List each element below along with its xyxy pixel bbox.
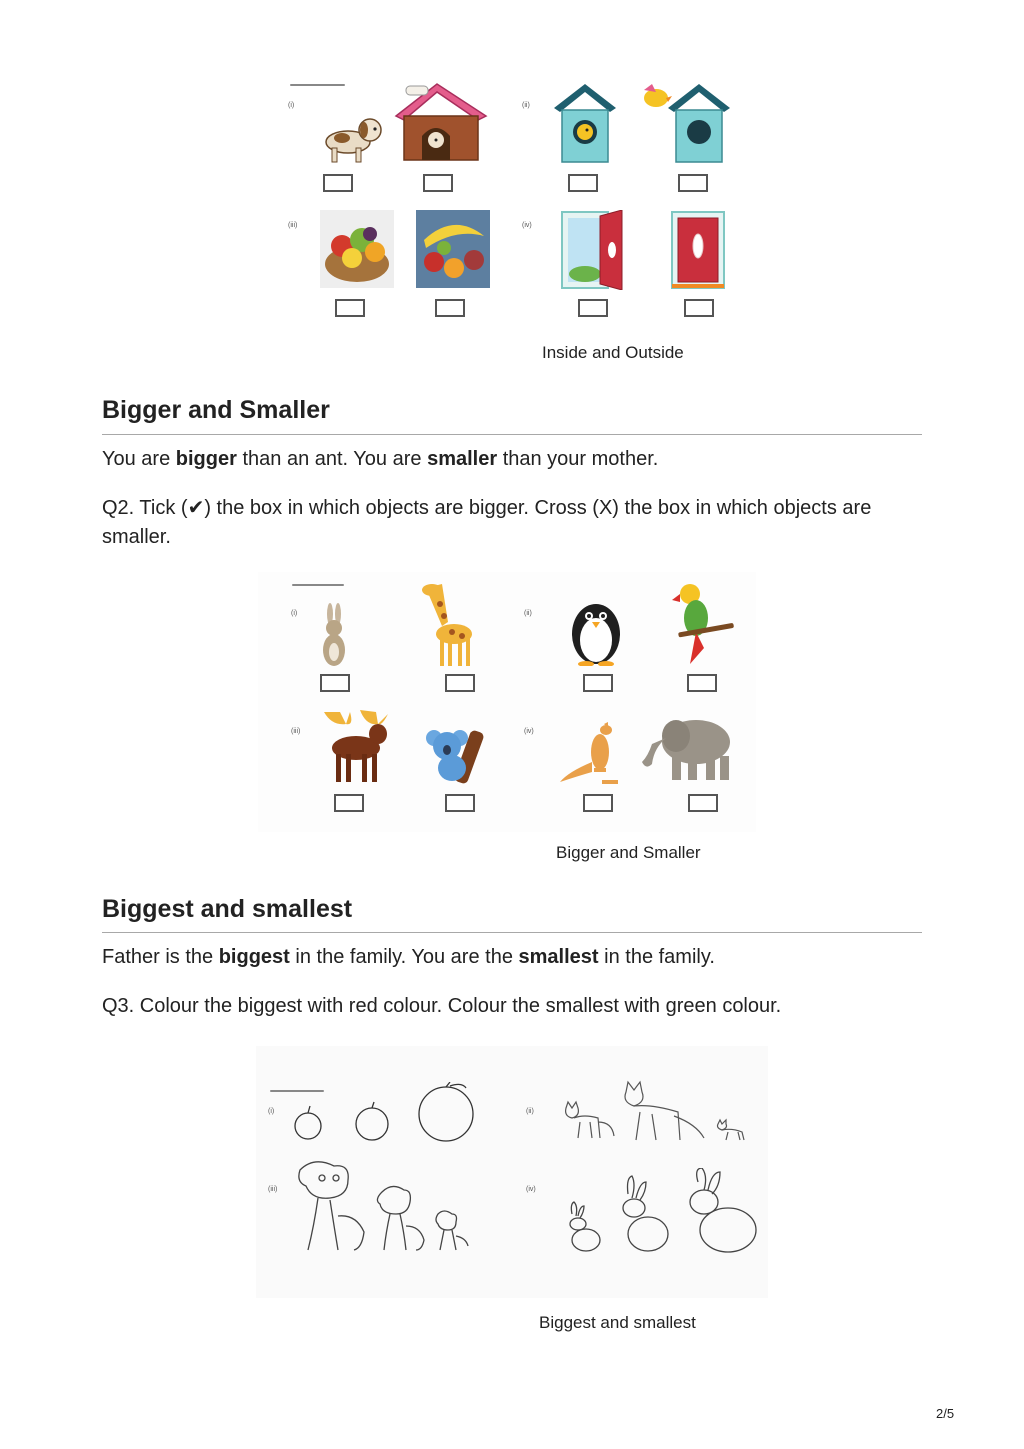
page-number: 2/5 [936, 1406, 955, 1421]
question-label: (iv) [526, 1186, 536, 1193]
figure-caption: Inside and Outside [542, 343, 684, 362]
answer-checkbox[interactable] [320, 674, 350, 692]
answer-checkbox[interactable] [445, 674, 475, 692]
bird-outside-birdhouse-illustration [638, 82, 734, 164]
answer-checkbox[interactable] [583, 794, 613, 812]
watermark [292, 584, 344, 586]
bird-inside-birdhouse-illustration [550, 82, 620, 164]
answer-checkbox[interactable] [445, 794, 475, 812]
answer-checkbox[interactable] [423, 174, 453, 192]
question-label: (iv) [524, 728, 534, 735]
question-label: (iii) [288, 222, 298, 229]
heading-divider [102, 932, 922, 933]
answer-checkbox[interactable] [578, 299, 608, 317]
question-paragraph: Q2. Tick (✔) the box in which objects are bigger. Cross (X) the box in which objects are smaller. [102, 497, 872, 548]
answer-checkbox[interactable] [688, 794, 718, 812]
answer-checkbox[interactable] [334, 794, 364, 812]
biggest-smallest-worksheet-image [256, 1046, 768, 1298]
answer-checkbox[interactable] [335, 299, 365, 317]
question-label: (iv) [522, 222, 532, 229]
question-label: (i) [288, 102, 295, 109]
parrot-illustration [664, 578, 736, 668]
answer-checkbox[interactable] [684, 299, 714, 317]
answer-checkbox[interactable] [323, 174, 353, 192]
rabbits-outline-drawing [562, 1168, 762, 1256]
figure-caption: Bigger and Smaller [556, 843, 701, 862]
figure-caption: Biggest and smallest [539, 1313, 696, 1332]
bigger-smaller-worksheet-image [258, 572, 756, 832]
answer-checkbox[interactable] [583, 674, 613, 692]
section-heading: Biggest and smallest [102, 895, 353, 923]
question-label: (ii) [524, 610, 532, 617]
closed-door-illustration [668, 210, 728, 290]
dogs-outline-drawing [294, 1156, 478, 1256]
fruits-outside-basket-photo [416, 210, 490, 288]
open-door-illustration [558, 210, 630, 290]
dog-outside-kennel-illustration [318, 108, 384, 164]
kangaroo-illustration [558, 722, 622, 786]
koala-illustration [424, 724, 488, 784]
answer-checkbox[interactable] [568, 174, 598, 192]
question-label: (i) [291, 610, 298, 617]
question-label: (i) [268, 1108, 275, 1115]
rabbit-illustration [318, 602, 352, 668]
giraffe-illustration [418, 582, 478, 668]
answer-checkbox[interactable] [687, 674, 717, 692]
inside-outside-worksheet-image [280, 78, 750, 328]
intro-paragraph: Father is the biggest in the family. You are the smallest in the family. [102, 946, 715, 968]
question-paragraph: Q3. Colour the biggest with red colour. Colour the smallest with green colour. [102, 995, 782, 1017]
question-label: (iii) [291, 728, 301, 735]
moose-illustration [320, 708, 396, 784]
dog-inside-kennel-illustration [382, 80, 492, 162]
elephant-illustration [642, 712, 738, 782]
watermark [290, 84, 345, 86]
question-label: (ii) [526, 1108, 534, 1115]
question-label: (ii) [522, 102, 530, 109]
fruits-in-basket-photo [320, 210, 394, 288]
penguin-illustration [560, 594, 632, 666]
question-label: (iii) [268, 1186, 278, 1193]
intro-paragraph: You are bigger than an ant. You are smaller than your mother. [102, 448, 659, 470]
section-heading: Bigger and Smaller [102, 396, 330, 424]
cats-outline-drawing [556, 1078, 760, 1144]
apples-outline-drawing [290, 1082, 484, 1144]
heading-divider [102, 434, 922, 435]
answer-checkbox[interactable] [678, 174, 708, 192]
answer-checkbox[interactable] [435, 299, 465, 317]
